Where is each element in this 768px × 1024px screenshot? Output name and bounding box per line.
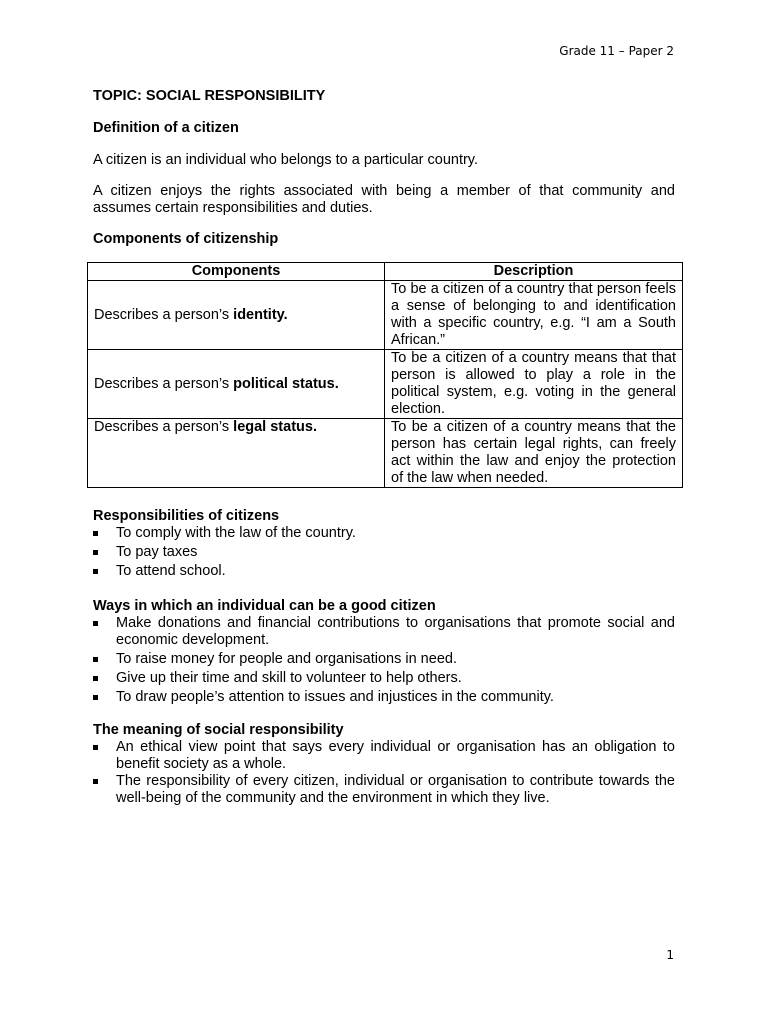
document-body [93,86,675,807]
component-cell [88,350,385,419]
definition-paragraph-1: A citizen is an individual who belongs to a particular country. [93,152,479,168]
components-table [87,262,683,488]
bullet-icon [93,621,98,626]
column-header-description: Description [385,263,683,281]
list-item: Give up their time and skill to volunteer to help others. [93,670,675,687]
responsibilities-heading: Responsibilities of citizens [93,508,280,524]
list-item: The responsibility of every citizen, individual or organisation to contribute towards the well-being of the community and the environment in which they live. [93,773,675,807]
table-row [88,419,683,488]
component-prefix: Describes a person’s [94,419,234,435]
list-item: To comply with the law of the country. [93,525,675,542]
responsibilities-list [93,525,675,580]
bullet-icon [93,657,98,662]
definition-heading: Definition of a citizen [93,120,239,136]
list-item: To attend school. [93,563,675,580]
bullet-icon [93,550,98,555]
list-item: Make donations and financial contributions to organisations that promote social and economic development. [93,615,675,649]
list-item: An ethical view point that says every individual or organisation has an obligation to benefit society as a whole. [93,739,675,773]
definition-paragraph-2: A citizen enjoys the rights associated with being a member of that community and assumes certain responsibilities and duties. [93,183,675,216]
bullet-icon [93,779,98,784]
component-prefix: Describes a person’s [94,375,234,392]
description-cell: To be a citizen of a country means that that person is allowed to play a role in the political system, e.g. voting in the general election. [385,350,683,419]
component-cell [88,419,385,488]
meaning-list [93,739,675,807]
component-name: identity. [233,306,288,323]
table-row [88,281,683,350]
table-row [88,350,683,419]
list-item: To raise money for people and organisations in need. [93,651,675,668]
component-name: political status. [233,375,339,392]
column-header-components: Components [88,263,385,281]
page-header: Grade 11 – Paper 2 [559,44,674,58]
component-prefix: Describes a person’s [94,306,234,323]
component-name: legal status. [233,419,317,435]
bullet-icon [93,569,98,574]
description-cell: To be a citizen of a country that person feels a sense of belonging to and identification with a specific country, e.g. “I am a South African.” [385,281,683,350]
page-number: 1 [666,948,674,962]
meaning-heading: The meaning of social responsibility [93,722,344,738]
bullet-icon [93,531,98,536]
bullet-icon [93,695,98,700]
table-header-row [88,263,683,281]
bullet-icon [93,745,98,750]
good-citizen-heading: Ways in which an individual can be a good citizen [93,598,436,614]
list-item: To pay taxes [93,544,675,561]
good-citizen-list [93,615,675,706]
component-cell [88,281,385,350]
list-item: To draw people’s attention to issues and injustices in the community. [93,689,675,706]
topic-title: TOPIC: SOCIAL RESPONSIBILITY [93,88,326,104]
description-cell: To be a citizen of a country means that the person has certain legal rights, can freely act within the law and enjoy the protection of the law when needed. [385,419,683,488]
bullet-icon [93,676,98,681]
components-heading: Components of citizenship [93,231,279,247]
